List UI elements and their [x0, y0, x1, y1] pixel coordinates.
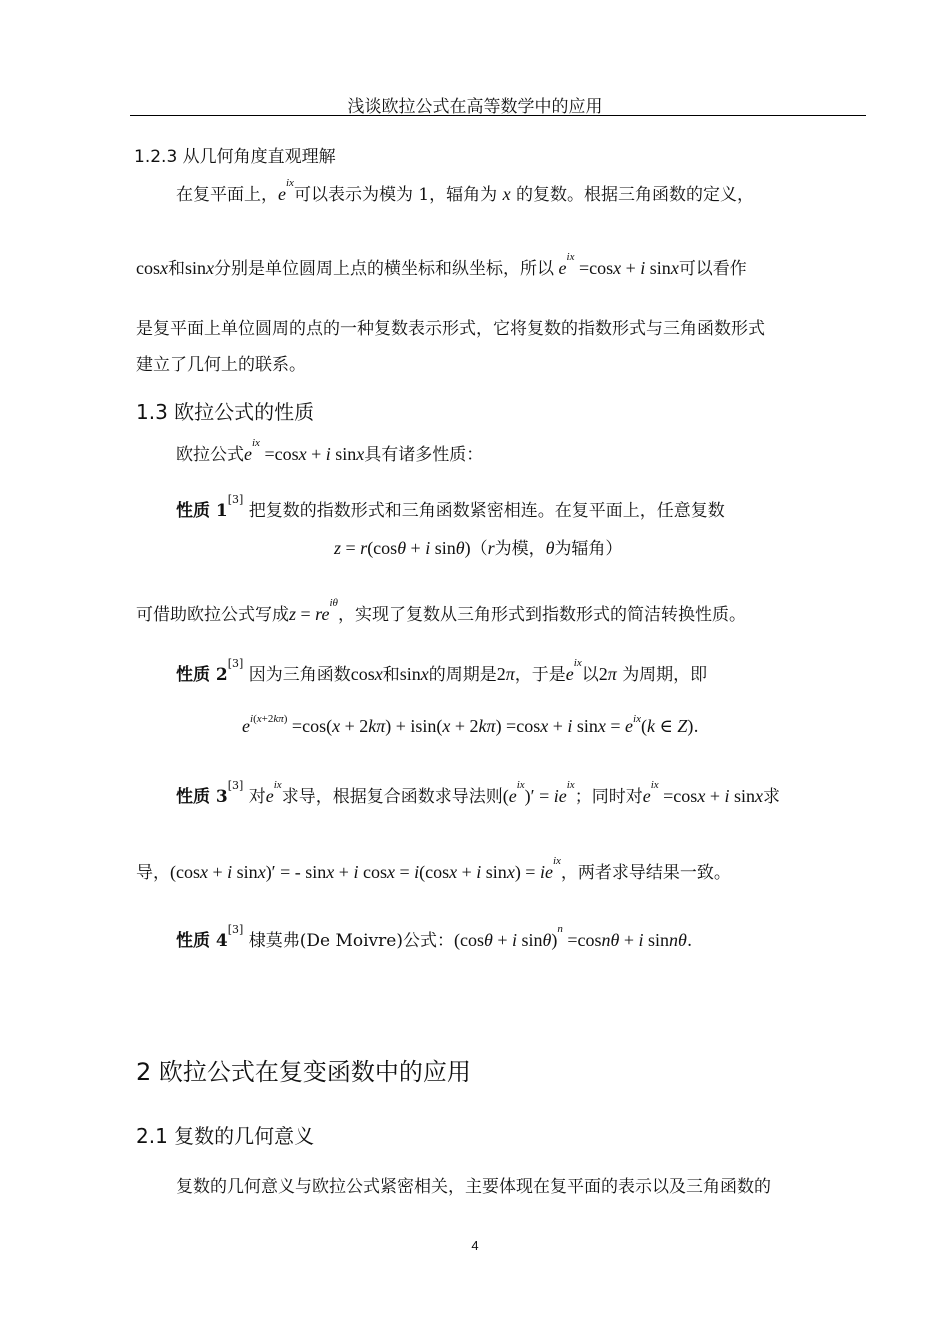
header-rule: [130, 115, 866, 116]
text: 因为三角函数: [248, 665, 351, 685]
paragraph-line: [176, 437, 484, 465]
text: 为周期，即: [622, 665, 708, 685]
text: 在复平面上，: [176, 185, 278, 205]
page-header-title: 浅谈欧拉公式在高等数学中的应用: [347, 97, 603, 117]
formula-derivative-trig: (cosx + i sinx)′ = - sinx + i cosx = i(cosx + i $\sin x) = ie^{ix}$: [170, 855, 561, 882]
property-2-line: [176, 657, 708, 685]
formula-r: r: [487, 538, 495, 558]
text: 导，: [136, 863, 170, 883]
property-label: 性质 4: [176, 931, 228, 951]
formula-eix: $e^{ix}$: [278, 177, 294, 204]
text: 可以表示为模为 1，辐角为: [293, 185, 498, 205]
formula-eix: $e^{ix}$: [565, 657, 582, 684]
section-heading-2: 2 欧拉公式在复变函数中的应用: [136, 1058, 471, 1086]
property-label: 性质 1: [176, 501, 228, 521]
text: 棣莫弗(De Moivre)公式：: [248, 931, 454, 951]
text: （: [470, 539, 488, 559]
section-heading-1-3: 1.3 欧拉公式的性质: [136, 400, 315, 424]
formula-periodicity: $e^{i(x+2k\pi)} =\cos(x + 2k\pi) + isin(x + 2k\pi) =\cos x + i$ $\sin x = e^{ix}(k$ ∈ Z): [242, 713, 694, 736]
text: 求: [763, 787, 780, 807]
text: 的周期是: [428, 665, 497, 685]
citation-ref: [3]: [227, 493, 244, 506]
property-label: 性质 3: [176, 787, 228, 807]
section-heading-2-1: 2.1 复数的几何意义: [136, 1124, 315, 1148]
paragraph-line: 建立了几何上的联系。: [136, 355, 306, 375]
formula-euler: $e^{ix} =\cos x + i$ sinx: [558, 251, 679, 278]
property-label: 性质 2: [176, 665, 228, 685]
formula-line: [334, 534, 622, 559]
property-4-line: 性质 4[3] 棣莫弗(De Moivre)公式：(cosθ + i sinθ)$^n$ =cosnθ + i sinnθ.: [176, 923, 693, 951]
formula-line: $e^{i(x+2k\pi)} =\cos(x + 2k\pi) + isin(x + 2k\pi) =\cos x + i$ $\sin x = e^{ix}(k$ ∈ Z).: [242, 713, 699, 737]
text: 对: [248, 787, 266, 807]
formula-euler: $e^{ix} =\cos x + i$ sinx: [244, 437, 365, 464]
text: 和: [382, 665, 400, 685]
paragraph-line: [176, 177, 754, 205]
text: ，实现了复数从三角形式到指数形式的简洁转换性质。: [337, 605, 746, 625]
text: 可借助欧拉公式写成: [136, 605, 289, 625]
citation-ref: [3]: [227, 657, 244, 670]
paragraph-line: 是复平面上单位圆周的点的一种复数表示形式，它将复数的指数形式与三角函数形式: [136, 319, 765, 339]
formula-sinx: sinx: [399, 664, 429, 684]
section-heading-1-2-3: 1.2.3 从几何角度直观理解: [134, 147, 336, 167]
citation-ref: [3]: [227, 923, 244, 936]
paragraph-line: [136, 855, 731, 883]
formula-x: x: [502, 184, 511, 204]
formula-derivative: $(e^{ix})' = ie^{ix}$: [502, 779, 575, 806]
paragraph-line: [136, 597, 746, 625]
text: ，于是: [514, 665, 566, 685]
formula-sinx: sinx: [185, 258, 215, 278]
paragraph-line: 复数的几何意义与欧拉公式紧密相关，主要体现在复平面的表示以及三角函数的: [176, 1177, 771, 1197]
property-1-line: [176, 493, 725, 521]
text: 和: [168, 259, 185, 279]
text: 具有诸多性质：: [364, 445, 484, 465]
paragraph-line: [136, 251, 747, 279]
citation-ref: [3]: [227, 779, 244, 792]
text: ；同时对: [574, 787, 643, 807]
text: 为辐角）: [554, 539, 623, 559]
text: 的复数。根据三角函数的定义，: [516, 185, 754, 205]
formula-de-moivre: (cosθ + i sinθ)$^n$ =cosnθ + i sinnθ: [453, 923, 687, 950]
formula-euler: $e^{ix} =\cos x + i$ sinx: [642, 779, 763, 806]
property-3-line: [176, 779, 780, 807]
text: 欧拉公式: [176, 445, 244, 465]
text: 以: [581, 665, 599, 685]
page-number: 4: [471, 1238, 479, 1253]
formula-z-polar: z = r(cosθ + i sinθ): [334, 538, 471, 558]
text: 求导，根据复合函数求导法则: [281, 787, 503, 807]
text: 把复数的指数形式和三角函数紧密相连。在复平面上，任意复数: [248, 501, 725, 521]
formula-eix: $e^{ix}$: [265, 779, 282, 806]
formula-cosx: cosx: [136, 258, 168, 278]
text: 为模，: [494, 539, 546, 559]
formula-cosx: cosx: [350, 664, 383, 684]
formula-2pi: 2π: [496, 664, 515, 684]
formula-z-exp: $z = re^{i\theta}$: [289, 597, 338, 624]
text: 可以看作: [678, 259, 747, 279]
formula-theta: θ: [545, 538, 555, 558]
text: ，两者求导结果一致。: [560, 863, 731, 883]
text: 分别是单位圆周上点的横坐标和纵坐标，所以: [214, 259, 555, 279]
formula-2pi: 2π: [598, 664, 617, 684]
